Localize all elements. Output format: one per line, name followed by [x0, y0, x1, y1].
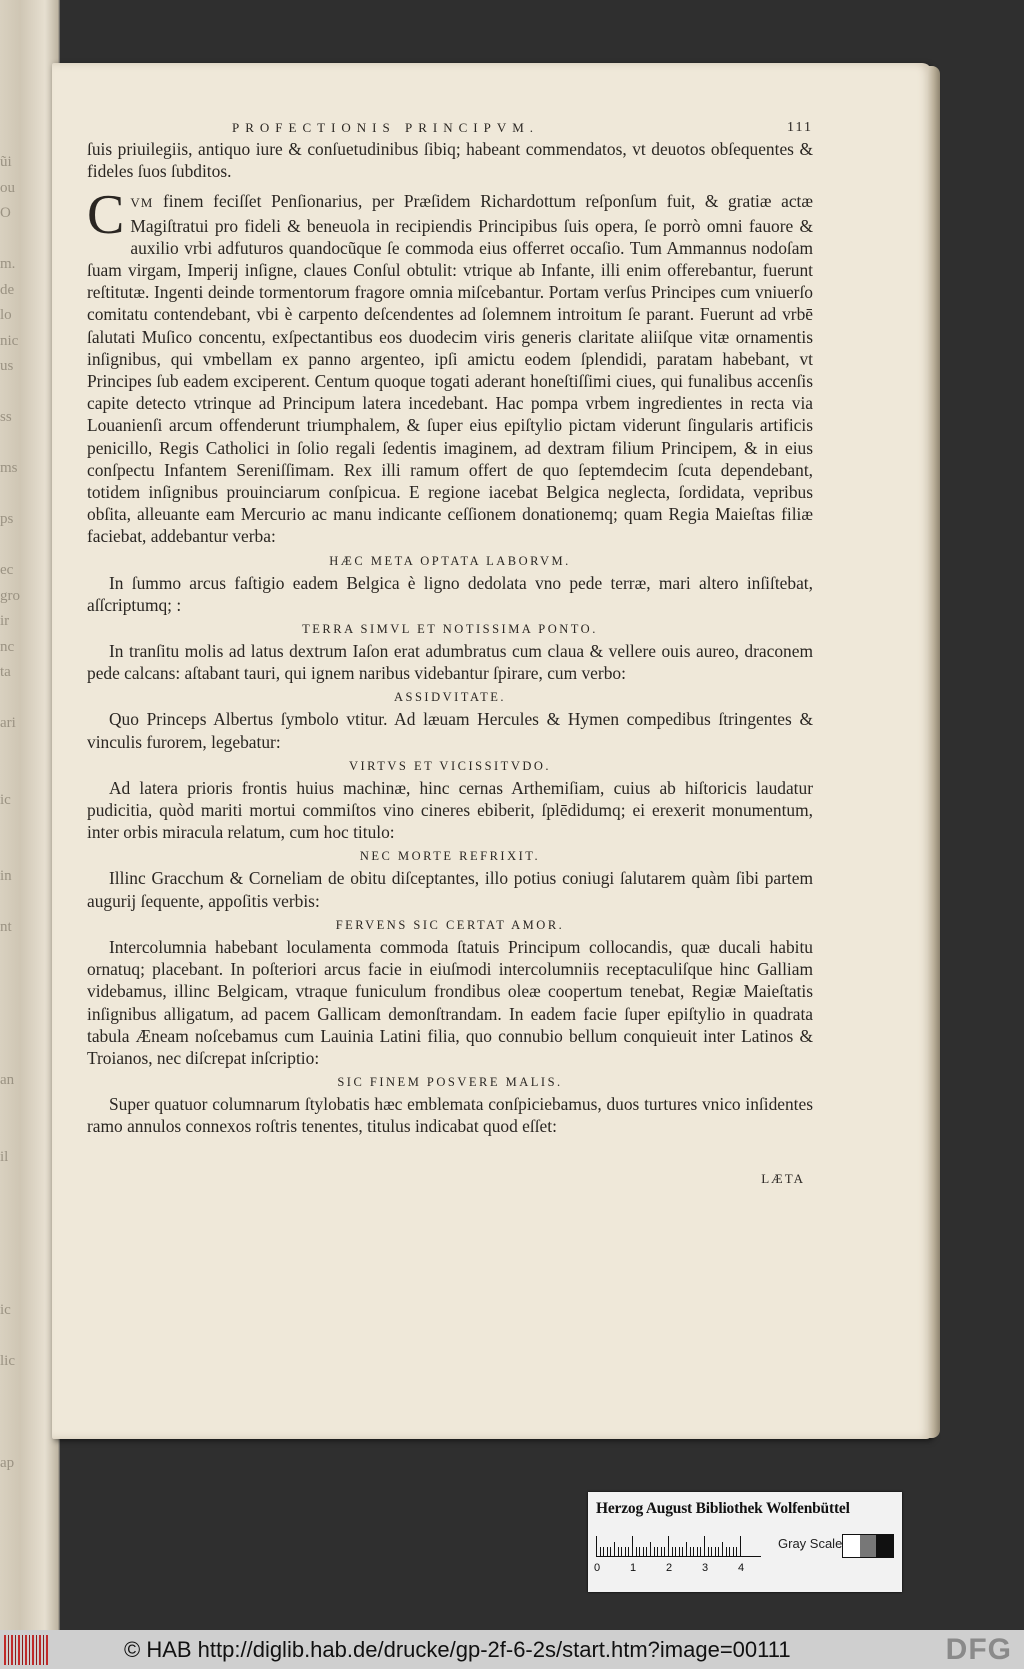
- book-spine: [0, 0, 60, 1630]
- ruler-tick: [596, 1536, 597, 1556]
- ruler-tick: [740, 1536, 741, 1556]
- spine-fragment: il: [0, 1148, 9, 1165]
- spine-fragment: ta: [0, 664, 11, 680]
- motto-1: HÆC META OPTATA LABORVM.: [329, 553, 571, 568]
- ruler-tick: [733, 1547, 734, 1556]
- ruler-tick: [697, 1547, 698, 1556]
- spine-fragment: an: [0, 1072, 15, 1088]
- ruler-tick: [657, 1547, 658, 1556]
- spine-fragment: ũi: [0, 154, 12, 170]
- spine-fragment: [0, 686, 26, 712]
- spine-fragment: ap: [0, 1454, 15, 1471]
- ruler-tick: [668, 1536, 669, 1556]
- ruler-tick: [686, 1542, 687, 1556]
- source-url[interactable]: © HAB http://diglib.hab.de/drucke/gp-2f-6-2s/start.htm?image=00111: [124, 1636, 791, 1662]
- ruler-tick: [607, 1547, 608, 1556]
- spine-fragment: [0, 482, 26, 508]
- ruler-tick: [704, 1536, 705, 1556]
- ruler-tick: [672, 1547, 673, 1556]
- spine-fragment: us: [0, 358, 14, 374]
- spine-fragment: [0, 1400, 26, 1426]
- spine-fragment: m.: [0, 256, 16, 272]
- spine-fragment: [0, 1323, 26, 1349]
- spine-fragment: ms: [0, 460, 18, 476]
- spine-fragment: [0, 227, 26, 253]
- paragraph-0: ſuis priuilegiis, antiquo iure & conſuetudinibus ſibiq; habeant commendatos, vt deuotos obſequentes & fideles ſuos ſubditos.: [87, 139, 813, 182]
- ruler-tick: [729, 1547, 730, 1556]
- paragraph-3: In tranſitu molis ad latus dextrum Iaſon erat adumbratus cum claua & vellere ouis aureo, draconem pede calcans: aſtabant tauri, qui ignem naribus videbantur ſpirare, cum verbo:: [87, 641, 813, 684]
- ruler-number: 0: [594, 1562, 601, 1574]
- barcode-icon: [4, 1635, 50, 1665]
- dfg-logo: DFG: [945, 1633, 1012, 1666]
- paragraph-7: Intercolumnia habebant loculamenta commoda ſtatuis Principum collocandis, quæ ducali habitu ornatuq; placebant. In poſteriori arcus facie in eiuſmodi intercolumniis receptaculiſque hinc Galliam videbamus, illinc Belgicam, vtraque funiculum frondibus oleæ coopertum tenebat, Regiæ Maieſtatis inſignibus alligatum, ad pacem Gallicam demonſtrandam. In eadem facie ſuper epiſtylio in quadrata tabula Æneam noſcebamus cum Lauinia Latini filia, quo connubio bellum conquieuit inter Latinos & Troianos, nec diſcrepat inſcriptio:: [87, 936, 813, 1068]
- spine-fragment: [0, 1094, 26, 1120]
- paragraph-4: Quo Princeps Albertus ſymbolo vtitur. Ad læuam Hercules & Hymen compedibus ſtringentes & vinculis furorem, legebatur:: [87, 709, 813, 752]
- paragraph-1-text: finem feciſſet Penſionarius, per Præſidem Richardottum reſponſum fuit, & gratiæ actæ Magiſtratui pro fideli & beneuola in recipiendis Principibus ſuis opera, ſe porrò omni fauore & auxilio vrbi adfuturos quandocũque ſe commoda eius offerret occaſio. Tum Ammannus nodoſam ſuam virgam, Imperij inſigne, claues Conſul obtulit: vtrique ab Infante, illi enim offerebantur, fuerunt reſtitutæ. Ingenti deinde tormentorum fragore omnia miſcebantur. Portam verſus Principes cum vniuerſo comitatu contendebant, vbi è carpento deſcendentes ad ſolemnem introitum ſe parant. Fuerunt ad vrbē ſalutati Muſico concentu, exſpectantibus eos duodecim viris generis claritate aliiſque vitæ ornamentis inſignibus, qui vmbellam ex panno argenteo, ipſi amictu eodem ſplendidi, paratam habebant, vt Principes ſub eadem exciperent. Centum quoque togati aderant honeſtiſſimi ciues, qui funalibus accenſis capite detecto vtrinque ad Principum latera incedebant. Hac pompa vrbem ingredientes in recta via Louanienſi arcum offenderunt triumphalem, & ſuper eius epiſtylio pictam viderunt ſingularis artificis penicillo, Regis Catholici in ſolio regali ſedentis imaginem, ad dextram filium Principem, & in eius conſpectu Infantem Sereniſſimam. Rex illi ramum offert de quo ſeptemdecim ſcuta dependebant, totidem inſignibus prouinciarum conſpicua. E regione iacebat Belgica neglecta, ſordidata, vepribus obſita, alleuante eam Mercurio ac manu indicante ceſſionem donationemq; quam Regia Maieſtas filiæ faciebat, addebantur verba:: [87, 191, 813, 547]
- small-caps: VM: [130, 195, 154, 211]
- scale-ruler: [596, 1530, 761, 1557]
- spine-fragment: ss: [0, 409, 12, 425]
- spine-fragment: ic: [0, 1301, 11, 1318]
- ruler-tick: [610, 1547, 611, 1556]
- spine-fragment: [0, 737, 26, 763]
- ruler-tick: [618, 1547, 619, 1556]
- drop-cap: C: [87, 184, 125, 247]
- paragraph-5: Ad latera prioris frontis huius machinæ, hinc cernas Arthemiſiam, cuius ab hiſtoricis laudatur pudicitia, quòd mariti mortui commiſtos vino cineres ebiberit, ſplēdidumq; ei erexerit monumentum, inter orbis miracula relatum, cum hoc titulo:: [87, 777, 813, 843]
- spine-fragment: gro: [0, 587, 20, 604]
- ruler-tick: [708, 1547, 709, 1556]
- spine-fragment: ir: [0, 613, 10, 629]
- ruler-tick: [625, 1547, 626, 1556]
- spine-fragment: [0, 1119, 26, 1145]
- paragraph-1: [87, 184, 813, 547]
- ruler-tick: [650, 1542, 651, 1556]
- spine-fragment: ari: [0, 715, 16, 731]
- spine-fragment: [0, 839, 26, 865]
- spine-fragment: [0, 1247, 26, 1273]
- previous-page-fragments: [0, 150, 26, 1476]
- ruler-tick: [646, 1547, 647, 1556]
- spine-fragment: [0, 890, 26, 916]
- spine-fragment: [0, 431, 26, 457]
- spine-fragment: nc: [0, 638, 15, 655]
- ruler-tick: [628, 1547, 629, 1556]
- paragraph-8: Super quatuor columnarum ſtylobatis hæc emblemata conſpiciebamus, duos turtures vnico inſidentes ramo annulos connexos roſtris tenentes, titulus indicabat quod eſſet:: [87, 1094, 813, 1137]
- ruler-tick: [693, 1547, 694, 1556]
- ruler-tick: [711, 1547, 712, 1556]
- running-head-title: PROFECTIONIS PRINCIPVM.: [232, 120, 540, 135]
- spine-fragment: ic: [0, 791, 11, 808]
- spine-fragment: [0, 1272, 26, 1298]
- spine-fragment: [0, 1043, 26, 1069]
- spine-fragment: [0, 992, 26, 1018]
- spine-fragment: [0, 1017, 26, 1043]
- ruler-tick: [718, 1547, 719, 1556]
- ruler-tick: [639, 1547, 640, 1556]
- spine-fragment: [0, 813, 26, 839]
- ruler-tick: [722, 1542, 723, 1556]
- ruler-number: 2: [666, 1562, 673, 1574]
- ruler-tick: [690, 1547, 691, 1556]
- spine-fragment: ou: [0, 179, 15, 196]
- ruler-tick: [632, 1536, 633, 1556]
- spine-fragment: nt: [0, 919, 12, 935]
- spine-fragment: [0, 762, 26, 788]
- footer-bar: [0, 1630, 1024, 1669]
- spine-fragment: [0, 1374, 26, 1400]
- ruler-tick: [643, 1547, 644, 1556]
- ruler-tick: [603, 1547, 604, 1556]
- ruler-tick: [682, 1547, 683, 1556]
- spine-fragment: [0, 1425, 26, 1451]
- paragraph-6: Illinc Gracchum & Corneliam de obitu diſceptantes, illo potius coniugi ſalutarem quàm ſibi partem augurij ſequente, appoſitis verbis:: [87, 868, 813, 911]
- ruler-tick: [621, 1547, 622, 1556]
- spine-fragment: in: [0, 868, 12, 884]
- page-text: [87, 118, 813, 1190]
- paragraph-2: In ſummo arcus faſtigio eadem Belgica è ligno dedolata vno pede terræ, mari altero inſiſtebat, aſſcriptumq; :: [87, 572, 813, 615]
- motto-4: VIRTVS ET VICISSITVDO.: [348, 758, 552, 773]
- ruler-tick: [664, 1547, 665, 1556]
- page-number: 111: [787, 120, 813, 135]
- ruler-tick: [614, 1542, 615, 1556]
- spine-fragment: ps: [0, 511, 14, 527]
- ruler-number: 1: [630, 1562, 637, 1574]
- spine-fragment: O: [0, 205, 11, 221]
- library-label: [588, 1492, 902, 1592]
- library-name: Herzog August Bibliothek Wolfenbüttel: [596, 1500, 850, 1517]
- spine-fragment: lic: [0, 1352, 15, 1369]
- ruler-tick: [600, 1547, 601, 1556]
- motto-6: FERVENS SIC CERTAT AMOR.: [335, 917, 565, 932]
- ruler-number: 3: [702, 1562, 709, 1574]
- spine-fragment: [0, 1196, 26, 1222]
- ruler-number: 4: [738, 1562, 745, 1574]
- motto-3: ASSIDVITATE.: [394, 690, 506, 705]
- motto-5: NEC MORTE REFRIXIT.: [359, 849, 541, 864]
- spine-fragment: [0, 380, 26, 406]
- ruler-tick: [636, 1547, 637, 1556]
- gray-scale-label: Gray Scale: [778, 1536, 843, 1551]
- ruler-tick: [726, 1547, 727, 1556]
- spine-fragment: [0, 533, 26, 559]
- spine-fragment: [0, 1170, 26, 1196]
- ruler-tick: [675, 1547, 676, 1556]
- motto-2: TERRA SIMVL ET NOTISSIMA PONTO.: [302, 622, 598, 637]
- ruler-tick: [715, 1547, 716, 1556]
- ruler-tick: [679, 1547, 680, 1556]
- spine-fragment: [0, 966, 26, 992]
- ruler-tick: [661, 1547, 662, 1556]
- motto-7: SIC FINEM POSVERE MALIS.: [337, 1075, 563, 1090]
- ruler-tick: [736, 1547, 737, 1556]
- spine-fragment: [0, 941, 26, 967]
- spine-fragment: [0, 1221, 26, 1247]
- gray-scale-swatch: [842, 1534, 894, 1558]
- spine-fragment: de: [0, 281, 15, 298]
- catchword: LÆTA: [761, 1170, 805, 1186]
- running-head: [232, 118, 813, 138]
- ruler-tick: [700, 1547, 701, 1556]
- spine-fragment: nic: [0, 332, 19, 349]
- page-edge: [928, 66, 940, 1438]
- ruler-tick: [654, 1547, 655, 1556]
- spine-fragment: ec: [0, 562, 14, 578]
- spine-fragment: lo: [0, 307, 12, 323]
